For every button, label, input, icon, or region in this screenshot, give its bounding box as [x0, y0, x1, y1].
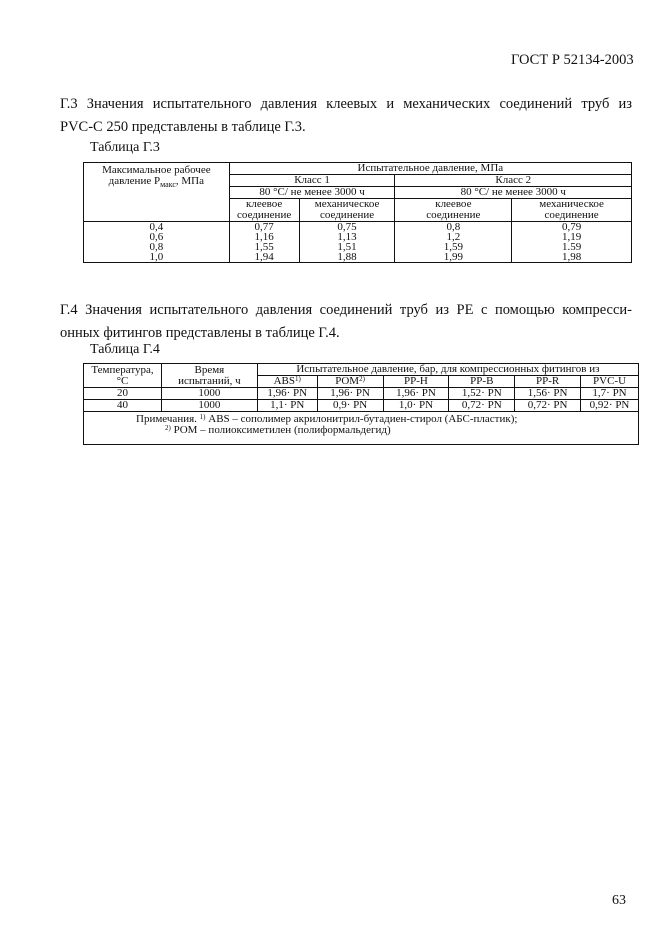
table-cell: 0,92· PN: [581, 400, 639, 412]
table-cell: 0,6: [84, 232, 230, 242]
document-code: ГОСТ Р 52134-2003: [511, 52, 634, 68]
table-cell: 1,2: [395, 232, 512, 242]
note-2: $^{2)}$ POM – полиоксиметилен (полиформальдегид): [165, 424, 391, 436]
table-row: [84, 252, 632, 263]
table-cell: 0,72· PN: [449, 400, 515, 412]
table-row: [84, 222, 632, 233]
table-cell: 1,0: [84, 252, 230, 263]
table-cell: 1000: [161, 388, 257, 400]
table-g3-class2: Класс 2: [395, 175, 632, 187]
table-g3-sub-mech-2: механическое соединение: [512, 199, 632, 222]
table-cell: 40: [84, 400, 162, 412]
note-1: Примечания. $^{1)}$ ABS – сополимер акрилонитрил-бутадиен-стирол (АБС-пластик);: [136, 413, 518, 425]
table-g3-cond1: 80 °С/ не менее 3000 ч: [229, 187, 395, 199]
table-cell: 0,77: [229, 222, 299, 233]
table-g3-sub-glue-1: клеевое соединение: [229, 199, 299, 222]
table-cell: 20: [84, 388, 162, 400]
table-cell: 1,94: [229, 252, 299, 263]
table-cell: 1,96· PN: [257, 388, 317, 400]
material-pp-h: PP-H: [383, 376, 449, 388]
table-cell: 1,19: [512, 232, 632, 242]
table-cell: 1,7· PN: [581, 388, 639, 400]
section-g4-text-line1: Г.4 Значения испытательного давления соединений труб из PE с помощью компресси-: [60, 302, 632, 318]
table-row: [84, 232, 632, 242]
table-cell: 1,98: [512, 252, 632, 263]
table-cell: 1000: [161, 400, 257, 412]
table-g3-sub-glue-2: клеевое соединение: [395, 199, 512, 222]
section-g3-text-line1: Г.3 Значения испытательного давления клеевых и механических соединений труб из: [60, 96, 632, 112]
table-cell: 0,4: [84, 222, 230, 233]
table-cell: 1,52· PN: [449, 388, 515, 400]
material-pp-b: PP-B: [449, 376, 515, 388]
material-pvc-u: PVC-U: [581, 376, 639, 388]
material-pp-r: PP-R: [515, 376, 581, 388]
table-cell: 1,55: [229, 242, 299, 252]
table-g4-caption: Таблица Г.4: [90, 342, 160, 357]
table-cell: 1,51: [299, 242, 395, 252]
table-row: [84, 400, 639, 412]
table-cell: 0,75: [299, 222, 395, 233]
table-cell: 1.59: [512, 242, 632, 252]
table-g4-time-header: Время испытаний, ч: [161, 364, 257, 388]
table-cell: 1,59: [395, 242, 512, 252]
table-g4-temp-header: Температура, °С: [84, 364, 162, 388]
section-g3-text-line2: PVC-C 250 представлены в таблице Г.3.: [60, 119, 306, 135]
table-cell: 1,0· PN: [383, 400, 449, 412]
table-cell: 1,96· PN: [383, 388, 449, 400]
table-cell: 1,56· PN: [515, 388, 581, 400]
table-g4-group-header: Испытательное давление, бар, для компрессионных фитингов из: [257, 364, 638, 376]
page-number: 63: [612, 893, 626, 908]
table-g3-caption: Таблица Г.3: [90, 140, 160, 155]
table-g3-col1-spacer: [84, 199, 230, 222]
table-g4: [83, 363, 639, 445]
table-g3-cond2: 80 °С/ не менее 3000 ч: [395, 187, 632, 199]
col1-header-line1: Максимальное рабочее: [102, 164, 211, 176]
table-g3-group-header: Испытательное давление, МПа: [229, 163, 631, 175]
table-cell: 1,99: [395, 252, 512, 263]
table-cell: 1,88: [299, 252, 395, 263]
table-cell: 1,1· PN: [257, 400, 317, 412]
table-cell: 0,79: [512, 222, 632, 233]
table-cell: 0,9· PN: [317, 400, 383, 412]
col1-header-sub: макс: [160, 180, 176, 190]
table-cell: 0,72· PN: [515, 400, 581, 412]
table-g3-class1: Класс 1: [229, 175, 395, 187]
table-cell: 0,8: [395, 222, 512, 233]
col1-header-line2: давление P: [108, 175, 161, 187]
section-g4-text-line2: онных фитингов представлены в таблице Г.4.: [60, 325, 340, 341]
material-pom: POM$^{2)}$: [317, 376, 383, 388]
col1-header-unit: , МПа: [175, 175, 204, 187]
table-g3-sub-mech-1: механическое соединение: [299, 199, 395, 222]
table-cell: 1,13: [299, 232, 395, 242]
table-row: [84, 388, 639, 400]
table-cell: 1,96· PN: [317, 388, 383, 400]
table-cell: 1,16: [229, 232, 299, 242]
table-g3-col1-header: [84, 163, 230, 199]
table-g3: [83, 162, 632, 263]
material-abs: ABS$^{1)}$: [257, 376, 317, 388]
table-cell: 0,8: [84, 242, 230, 252]
table-g4-notes: [84, 412, 639, 445]
table-row: [84, 242, 632, 252]
